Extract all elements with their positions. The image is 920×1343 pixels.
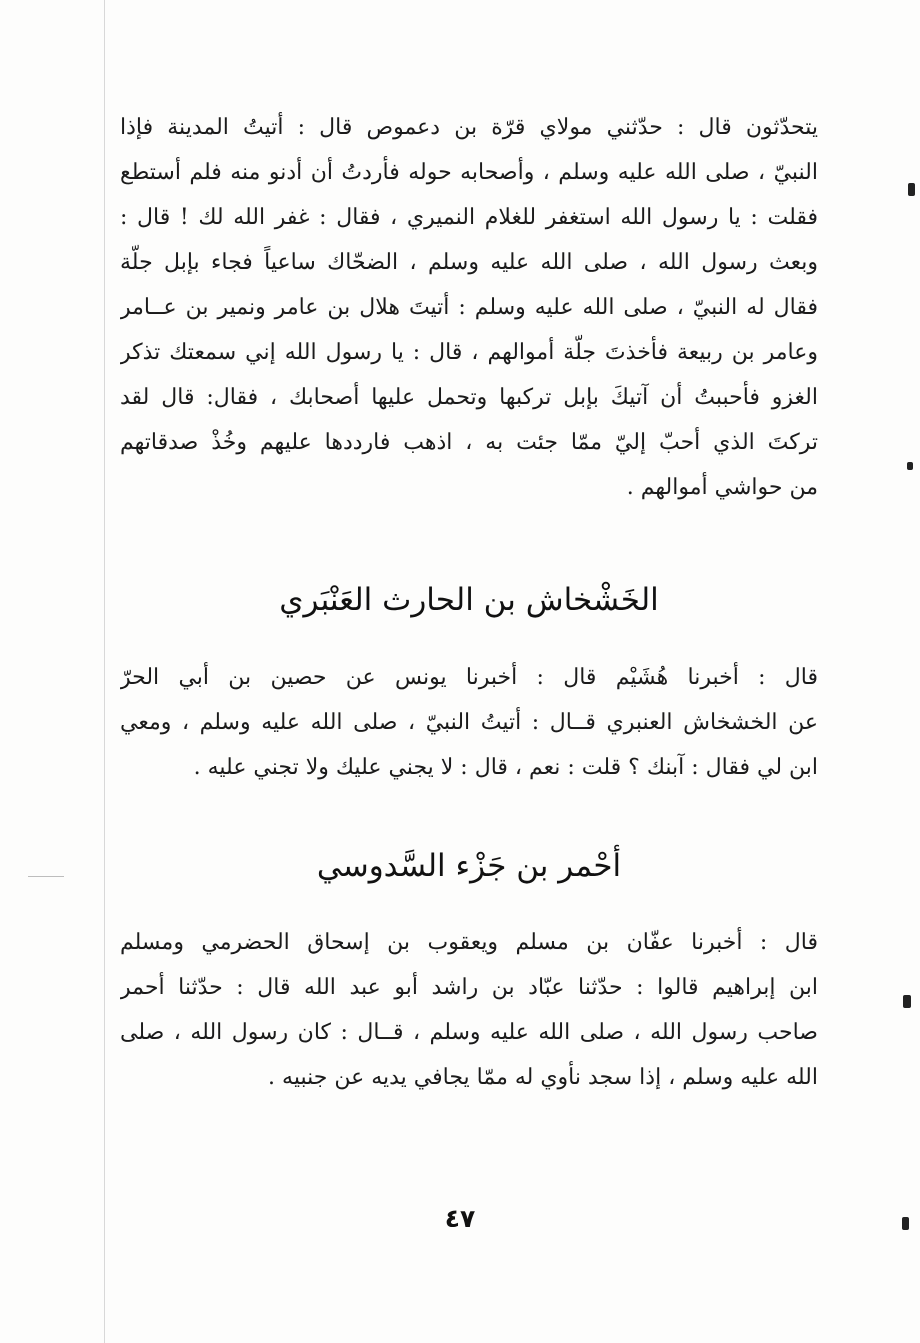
binding-mark-2: [907, 462, 913, 470]
paragraph-ahmar: [120, 920, 818, 1100]
page-number: ٤٧: [444, 1204, 476, 1233]
section-heading-khashkhash: الخَشْخاش بن الحارث العَنْبَري: [279, 582, 659, 618]
binding-mark-3: [903, 995, 911, 1008]
scan-edge-line: [104, 0, 105, 1343]
text-line: تركتَ الذي أحبّ إليّ ممّا جئت به ، اذهب فارددها عليهم وخُذْ صدقاتهم: [120, 430, 818, 455]
text-line: الغزو فأحببتُ أن آتيكَ بإبل تركبها وتحمل عليها أصحابك ، فقال: قال لقد: [120, 385, 818, 410]
text-line: النبيّ ، صلى الله عليه وسلم ، وأصحابه حوله فأردتُ أن أدنو منه فلم أستطع: [120, 160, 818, 185]
text-line: قال : أخبرنا عفّان بن مسلم ويعقوب بن إسحاق الحضرمي ومسلم: [120, 930, 818, 955]
scan-mark-dash: [28, 876, 64, 877]
section-heading-ahmar: أحْمر بن جَزْء السَّدوسي: [316, 848, 622, 884]
paragraph-khashkhash: [120, 655, 818, 790]
text-line: ابن إبراهيم قالوا : حدّثنا عبّاد بن راشد أبو عبد الله قال : حدّثنا أحمر: [120, 975, 818, 1000]
text-line: صاحب رسول الله ، صلى الله عليه وسلم ، قــال : كان رسول الله ، صلى: [120, 1020, 818, 1045]
text-line: من حواشي أموالهم .: [626, 475, 818, 500]
text-line: قال : أخبرنا هُشَيْم قال : أخبرنا يونس عن حصين بن أبي الحرّ: [120, 665, 818, 690]
text-line: وعامر بن ربيعة فأخذتَ جلّة أموالهم ، قال : يا رسول الله إني سمعتك تذكر: [120, 340, 818, 365]
text-line: فقلت : يا رسول الله استغفر للغلام النميري ، فقال : غفر الله لك ! قال :: [120, 205, 818, 230]
text-line: الله عليه وسلم ، إذا سجد نأوي له ممّا يجافي يديه عن جنبيه .: [268, 1065, 818, 1090]
text-line: فقال له النبيّ ، صلى الله عليه وسلم : أتيتَ هلال بن عامر ونمير بن عــامر: [120, 295, 818, 320]
binding-mark-1: [908, 183, 915, 196]
text-line: ابن لي فقال : آبنك ؟ قلت : نعم ، قال : لا يجني عليك ولا تجني عليه .: [193, 755, 818, 780]
binding-mark-4: [902, 1217, 909, 1230]
paragraph-qurra: [120, 105, 818, 510]
text-line: وبعث رسول الله ، صلى الله عليه وسلم ، الضحّاك ساعياً فجاء بإبل جلّة: [120, 250, 818, 275]
text-line: يتحدّثون قال : حدّثني مولاي قرّة بن دعموص قال : أتيتُ المدينة فإذا: [120, 115, 818, 140]
text-line: عن الخشخاش العنبري قــال : أتيتُ النبيّ ، صلى الله عليه وسلم ، ومعي: [120, 710, 818, 735]
